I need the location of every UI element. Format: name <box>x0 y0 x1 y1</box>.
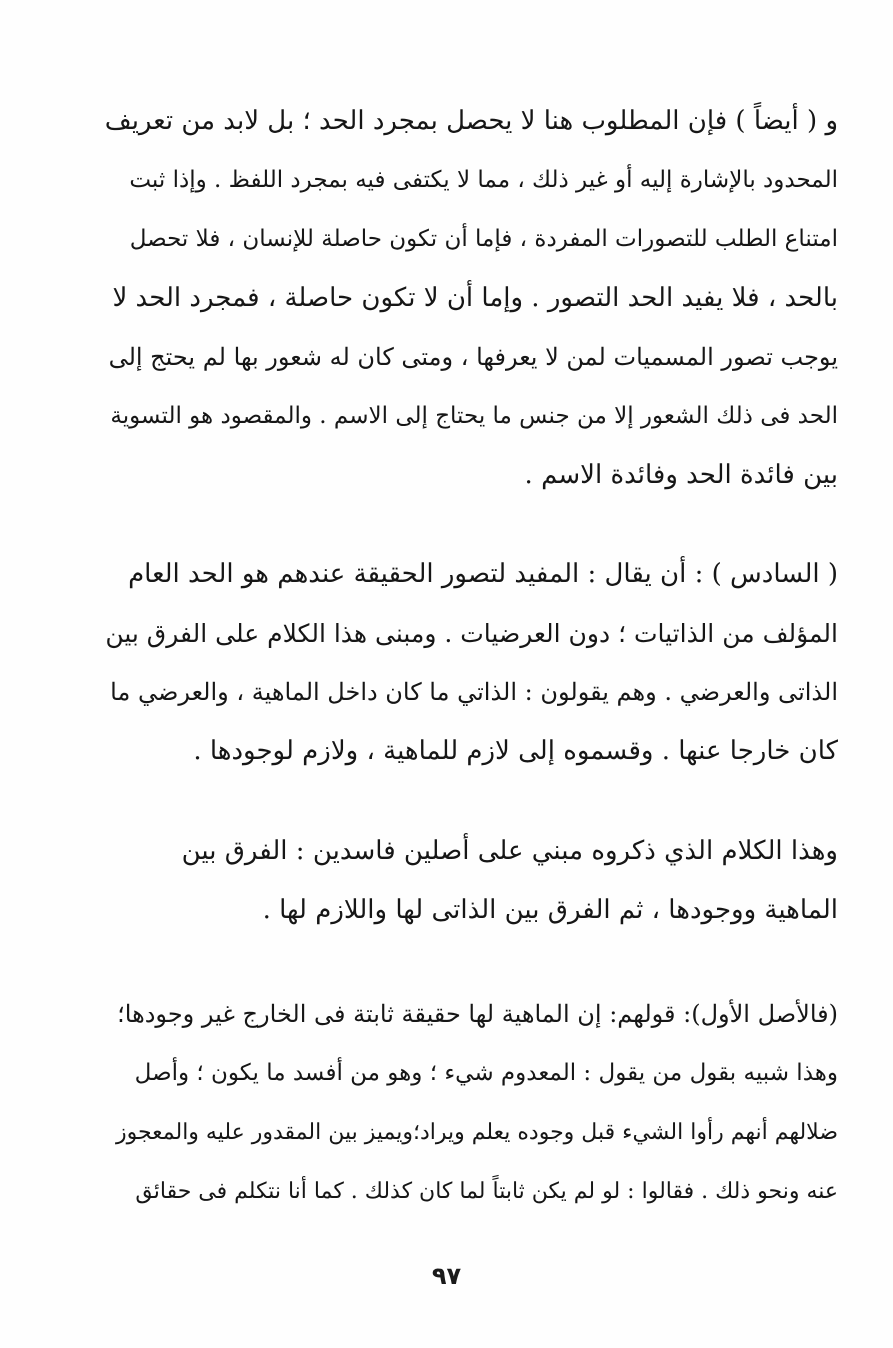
paragraph-3 <box>105 822 838 940</box>
text-line: (فالأصل الأول): قولهم: إن الماهية لها حقيقة ثابتة فى الخارج غير وجودها؛ <box>117 1000 838 1028</box>
page-number: ٩٧ <box>431 1262 462 1290</box>
text-line: عنه ونحو ذلك . فقالوا : لو لم يكن ثابتاً لما كان كذلك . كما أنا نتكلم فى حقائق <box>135 1179 838 1204</box>
text-line: وهذا شبيه بقول من يقول : المعدوم شيء ؛ وهو من أفسد ما يكون ؛ وأصل <box>134 1060 838 1086</box>
text-line: الحد فى ذلك الشعور إلا من جنس ما يحتاج إلى الاسم . والمقصود هو التسوية <box>110 403 838 429</box>
text-line: الماهية ووجودها ، ثم الفرق بين الذاتى لها واللازم لها . <box>262 895 838 925</box>
paragraph-2 <box>105 545 838 781</box>
text-line: كان خارجا عنها . وقسموه إلى لازم للماهية ، ولازم لوجودها . <box>193 736 838 766</box>
text-line: بالحد ، فلا يفيد الحد التصور . وإما أن لا تكون حاصلة ، فمجرد الحد لا <box>112 283 838 313</box>
text-line: المحدود بالإشارة إليه أو غير ذلك ، مما لا يكتفى فيه بمجرد اللفظ . وإذا ثبت <box>129 167 838 193</box>
text-line: امتناع الطلب للتصورات المفردة ، فإما أن تكون حاصلة للإنسان ، فلا تحصل <box>129 226 838 252</box>
paragraph-4 <box>105 985 838 1221</box>
paragraph-1 <box>105 92 838 505</box>
text-line: و ( أيضاً ) فإن المطلوب هنا لا يحصل بمجرد الحد ؛ بل لابد من تعريف <box>105 106 838 136</box>
text-line: المؤلف من الذاتيات ؛ دون العرضيات . ومبنى هذا الكلام على الفرق بين <box>105 619 838 648</box>
text-line: ضلالهم أنهم رأوا الشيء قبل وجوده يعلم ويراد؛ويميز بين المقدور عليه والمعجوز <box>115 1120 838 1145</box>
text-line: بين فائدة الحد وفائدة الاسم . <box>524 460 838 490</box>
text-line: وهذا الكلام الذي ذكروه مبني على أصلين فاسدين : الفرق بين <box>181 836 838 866</box>
text-line: ( السادس ) : أن يقال : المفيد لتصور الحقيقة عندهم هو الحد العام <box>128 559 838 589</box>
text-line: الذاتى والعرضي . وهم يقولون : الذاتي ما كان داخل الماهية ، والعرضي ما <box>110 678 838 706</box>
text-line: يوجب تصور المسميات لمن لا يعرفها ، ومتى كان له شعور بها لم يحتج إلى <box>108 343 838 371</box>
